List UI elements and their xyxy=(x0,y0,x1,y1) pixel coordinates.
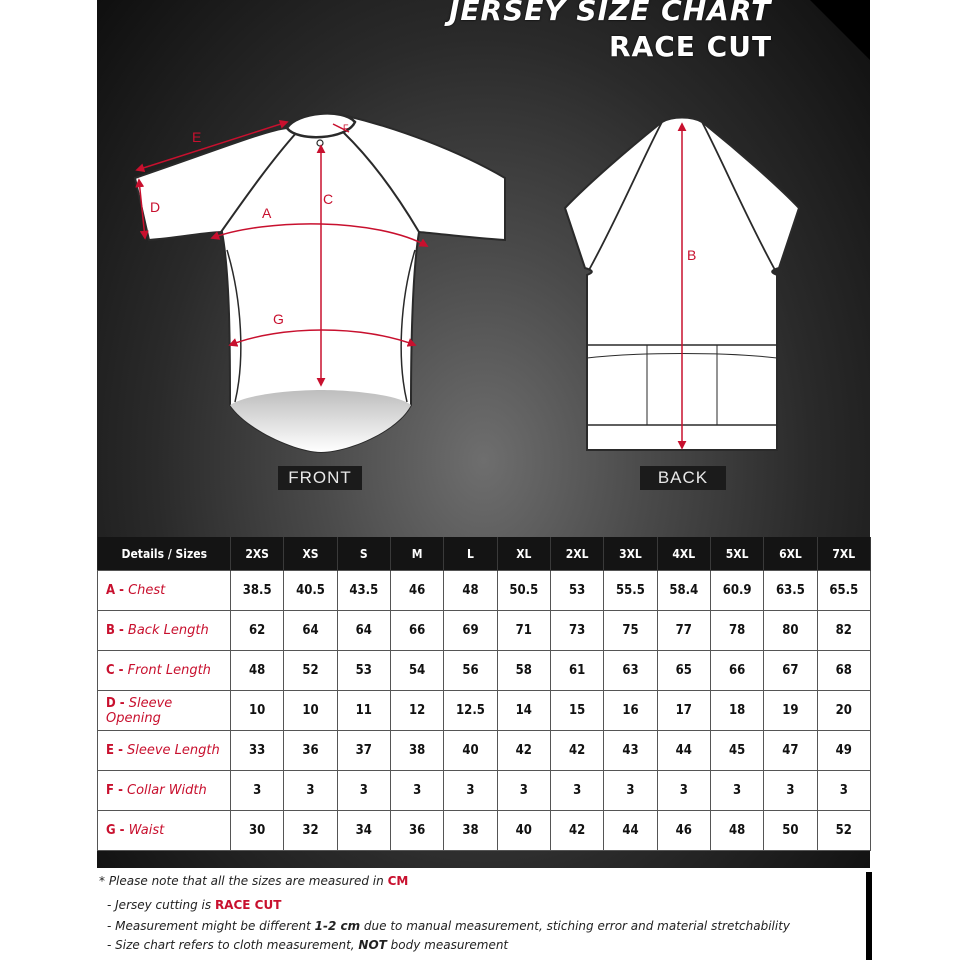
marker-b: B xyxy=(687,247,697,263)
row-name: Chest xyxy=(128,583,166,598)
table-cell: 78 xyxy=(710,611,763,651)
table-cell: 62 xyxy=(231,611,284,651)
table-cell: 61 xyxy=(550,651,603,691)
front-view-label: FRONT xyxy=(278,466,362,490)
table-cell: 3 xyxy=(710,771,763,811)
back-view-label: BACK xyxy=(640,466,726,490)
row-letter: B xyxy=(106,623,115,638)
row-separator: - xyxy=(114,783,127,798)
table-cell: 63.5 xyxy=(764,571,817,611)
table-cell: 33 xyxy=(231,731,284,771)
header-size-xs: XS xyxy=(284,537,337,571)
table-cell: 3 xyxy=(657,771,710,811)
row-label xyxy=(98,811,231,851)
table-cell: 3 xyxy=(497,771,550,811)
table-cell: 3 xyxy=(337,771,390,811)
row-label xyxy=(98,571,231,611)
front-hem xyxy=(230,390,411,452)
table-cell: 64 xyxy=(284,611,337,651)
header-size-5xl: 5XL xyxy=(710,537,763,571)
row-separator: - xyxy=(115,583,129,598)
note-4-text: - Size chart refers to cloth measurement, xyxy=(107,938,359,952)
marker-d: D xyxy=(150,199,161,215)
chart-subtitle: RACE CUT xyxy=(609,30,773,63)
table-cell: 50 xyxy=(764,811,817,851)
row-separator: - xyxy=(115,823,129,838)
table-cell: 66 xyxy=(390,611,443,651)
table-cell: 68 xyxy=(817,651,870,691)
table-cell: 40.5 xyxy=(284,571,337,611)
table-cell: 60.9 xyxy=(710,571,763,611)
table-cell: 65 xyxy=(657,651,710,691)
table-cell: 54 xyxy=(390,651,443,691)
header-size-4xl: 4XL xyxy=(657,537,710,571)
table-cell: 73 xyxy=(550,611,603,651)
note-line-4 xyxy=(107,938,508,952)
table-cell: 38.5 xyxy=(231,571,284,611)
table-cell: 42 xyxy=(497,731,550,771)
row-name: Sleeve Opening xyxy=(106,695,173,726)
row-separator: - xyxy=(114,623,128,638)
row-name: Sleeve Length xyxy=(127,743,220,758)
marker-c: C xyxy=(323,191,334,207)
table-cell: 53 xyxy=(550,571,603,611)
table-body xyxy=(98,571,871,851)
row-label xyxy=(98,731,231,771)
note-1-unit: CM xyxy=(387,874,409,888)
back-jersey xyxy=(565,118,799,451)
table-cell: 3 xyxy=(284,771,337,811)
table-cell: 3 xyxy=(231,771,284,811)
note-1-text: * Please note that all the sizes are measured in xyxy=(99,874,388,888)
header-size-7xl: 7XL xyxy=(817,537,870,571)
table-cell: 16 xyxy=(604,691,657,731)
header-size-2xs: 2XS xyxy=(231,537,284,571)
header-size-l: L xyxy=(444,537,497,571)
marker-g: G xyxy=(273,311,284,327)
table-cell: 46 xyxy=(657,811,710,851)
table-cell: 42 xyxy=(550,811,603,851)
table-row xyxy=(98,691,871,731)
row-letter: A xyxy=(106,583,116,598)
table-cell: 53 xyxy=(337,651,390,691)
marker-e: E xyxy=(192,129,202,145)
table-cell: 56 xyxy=(444,651,497,691)
note-3-text: - Measurement might be different xyxy=(107,919,315,933)
header-size-xl: XL xyxy=(497,537,550,571)
table-cell: 48 xyxy=(444,571,497,611)
row-name: Front Length xyxy=(127,663,211,678)
table-row xyxy=(98,651,871,691)
table-cell: 38 xyxy=(390,731,443,771)
table-cell: 17 xyxy=(657,691,710,731)
table-cell: 71 xyxy=(497,611,550,651)
header-size-3xl: 3XL xyxy=(604,537,657,571)
row-letter: C xyxy=(106,663,115,678)
table-cell: 66 xyxy=(710,651,763,691)
table-cell: 12.5 xyxy=(444,691,497,731)
table-cell: 3 xyxy=(390,771,443,811)
table-row xyxy=(98,771,871,811)
table-cell: 80 xyxy=(764,611,817,651)
note-2-cut: RACE CUT xyxy=(214,898,282,912)
row-letter: D xyxy=(106,695,116,711)
table-cell: 69 xyxy=(444,611,497,651)
table-cell: 3 xyxy=(604,771,657,811)
table-cell: 3 xyxy=(817,771,870,811)
table-cell: 15 xyxy=(550,691,603,731)
table-cell: 52 xyxy=(817,811,870,851)
table-cell: 75 xyxy=(604,611,657,651)
chart-title: JERSEY SIZE CHART xyxy=(449,0,772,27)
table-cell: 52 xyxy=(284,651,337,691)
note-3-range: 1-2 cm xyxy=(314,919,361,933)
size-table xyxy=(97,537,871,851)
note-3-suffix: due to manual measurement, stiching error and material stretchability xyxy=(360,919,791,933)
table-cell: 34 xyxy=(337,811,390,851)
table-cell: 42 xyxy=(550,731,603,771)
header-size-m: M xyxy=(390,537,443,571)
table-cell: 44 xyxy=(657,731,710,771)
table-cell: 48 xyxy=(710,811,763,851)
note-line-2 xyxy=(107,898,281,912)
table-cell: 36 xyxy=(390,811,443,851)
table-cell: 50.5 xyxy=(497,571,550,611)
table-cell: 43 xyxy=(604,731,657,771)
table-cell: 3 xyxy=(444,771,497,811)
row-label xyxy=(98,651,231,691)
table-cell: 36 xyxy=(284,731,337,771)
table-cell: 46 xyxy=(390,571,443,611)
table-cell: 55.5 xyxy=(604,571,657,611)
table-cell: 47 xyxy=(764,731,817,771)
table-row xyxy=(98,611,871,651)
notes-edge xyxy=(866,872,872,960)
table-cell: 11 xyxy=(337,691,390,731)
table-cell: 58 xyxy=(497,651,550,691)
marker-f: F xyxy=(343,123,349,133)
table-cell: 49 xyxy=(817,731,870,771)
row-label xyxy=(98,771,231,811)
note-4-not: NOT xyxy=(358,938,387,952)
table-cell: 3 xyxy=(764,771,817,811)
row-label xyxy=(98,691,231,731)
table-cell: 37 xyxy=(337,731,390,771)
table-cell: 12 xyxy=(390,691,443,731)
table-cell: 20 xyxy=(817,691,870,731)
row-separator: - xyxy=(115,695,129,711)
table-cell: 65.5 xyxy=(817,571,870,611)
row-name: Waist xyxy=(128,823,165,838)
jersey-diagram xyxy=(97,0,870,537)
table-cell: 48 xyxy=(231,651,284,691)
table-cell: 63 xyxy=(604,651,657,691)
note-4-suffix: body measurement xyxy=(386,938,509,952)
table-cell: 44 xyxy=(604,811,657,851)
row-letter: E xyxy=(106,743,114,758)
note-2-text: - Jersey cutting is xyxy=(107,898,215,912)
front-jersey xyxy=(135,113,505,452)
table-cell: 30 xyxy=(231,811,284,851)
table-header-row xyxy=(98,537,871,571)
header-size-6xl: 6XL xyxy=(764,537,817,571)
header-details-sizes: Details / Sizes xyxy=(98,537,231,571)
header-size-s: S xyxy=(337,537,390,571)
table-cell: 45 xyxy=(710,731,763,771)
note-line-1 xyxy=(99,874,408,888)
table-row xyxy=(98,731,871,771)
table-cell: 43.5 xyxy=(337,571,390,611)
row-label xyxy=(98,611,231,651)
table-cell: 58.4 xyxy=(657,571,710,611)
table-cell: 40 xyxy=(497,811,550,851)
table-cell: 67 xyxy=(764,651,817,691)
table-cell: 38 xyxy=(444,811,497,851)
table-cell: 40 xyxy=(444,731,497,771)
table-cell: 3 xyxy=(550,771,603,811)
header-size-2xl: 2XL xyxy=(550,537,603,571)
note-line-3 xyxy=(107,919,790,933)
row-separator: - xyxy=(114,743,127,758)
row-letter: F xyxy=(106,783,114,798)
table-cell: 64 xyxy=(337,611,390,651)
table-cell: 14 xyxy=(497,691,550,731)
notes-section xyxy=(97,868,870,960)
row-separator: - xyxy=(114,663,128,678)
table-row xyxy=(98,571,871,611)
table-cell: 19 xyxy=(764,691,817,731)
table-cell: 32 xyxy=(284,811,337,851)
table-row xyxy=(98,811,871,851)
table-cell: 10 xyxy=(231,691,284,731)
row-name: Collar Width xyxy=(127,783,207,798)
table-cell: 77 xyxy=(657,611,710,651)
row-letter: G xyxy=(106,823,116,838)
marker-a: A xyxy=(262,205,272,221)
table-cell: 10 xyxy=(284,691,337,731)
table-cell: 82 xyxy=(817,611,870,651)
row-name: Back Length xyxy=(127,623,209,638)
table-cell: 18 xyxy=(710,691,763,731)
